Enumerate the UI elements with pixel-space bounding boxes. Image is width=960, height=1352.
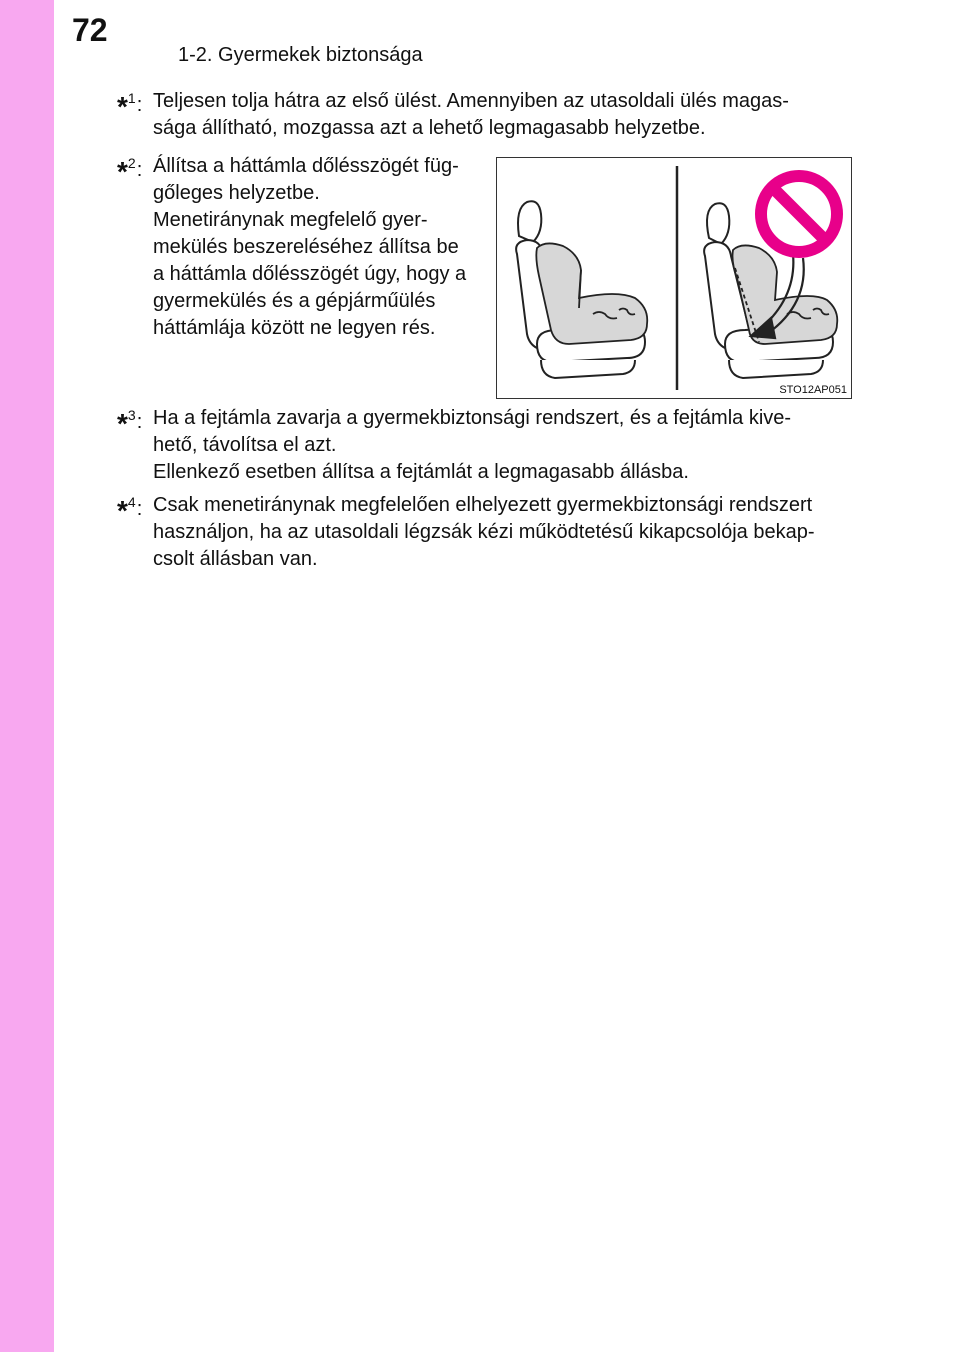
footnote-1 <box>117 88 853 142</box>
footnote-line: sága állítható, mozgassa azt a lehető legmagasabb helyzetbe. <box>153 117 706 139</box>
footnote-line: használjon, ha az utasoldali légzsák kézi működtetésű kikapcsolója bekap- <box>153 521 815 543</box>
chapter-color-strip <box>0 0 54 1352</box>
footnote-4 <box>117 492 853 573</box>
footnote-line: gőleges helyzetbe. <box>153 182 320 204</box>
footnote-marker: *$^2$: <box>117 155 143 187</box>
footnote-line: Ha a fejtámla zavarja a gyermekbiztonsági rendszert, és a fejtámla kive- <box>153 407 792 429</box>
footnote-line: csolt állásban van. <box>153 548 318 570</box>
seat-illustration <box>496 157 852 399</box>
seat-diagram <box>497 158 851 398</box>
prohibition-icon <box>761 176 837 252</box>
child-seat-incorrect <box>733 245 838 344</box>
footnote-line: Csak menetiránynak megfelelően elhelyezett gyermekbiztonsági rendszert <box>153 494 813 516</box>
footnote-line: hető, távolítsa el azt. <box>153 434 337 456</box>
page-number: 72 <box>72 12 108 48</box>
footnote-marker: *$^3$: <box>117 407 143 439</box>
footnote-line: Állítsa a háttámla dőlésszögét füg- <box>153 155 459 177</box>
footnote-2 <box>117 153 477 342</box>
footnote-marker: *$^4$: <box>117 494 143 526</box>
section-title: 1-2. Gyermekek biztonsága <box>178 44 423 66</box>
footnote-line: a háttámla dőlésszögét úgy, hogy a <box>153 263 467 285</box>
footnote-line: mekülés beszereléséhez állítsa be <box>153 236 459 258</box>
footnote-line: gyermekülés és a gépjárműülés <box>153 290 436 312</box>
figure-code: STO12AP051 <box>779 384 847 396</box>
footnote-marker: *$^1$: <box>117 90 143 122</box>
footnote-line: Menetiránynak megfelelő gyer- <box>153 209 428 231</box>
footnote-line: Ellenkező esetben állítsa a fejtámlát a legmagasabb állásba. <box>153 461 689 483</box>
child-seat-correct <box>536 243 647 344</box>
footnote-3 <box>117 405 853 486</box>
footnote-line: Teljesen tolja hátra az első ülést. Amennyiben az utasoldali ülés magas- <box>153 90 789 112</box>
footnote-line: háttámlája között ne legyen rés. <box>153 317 436 339</box>
